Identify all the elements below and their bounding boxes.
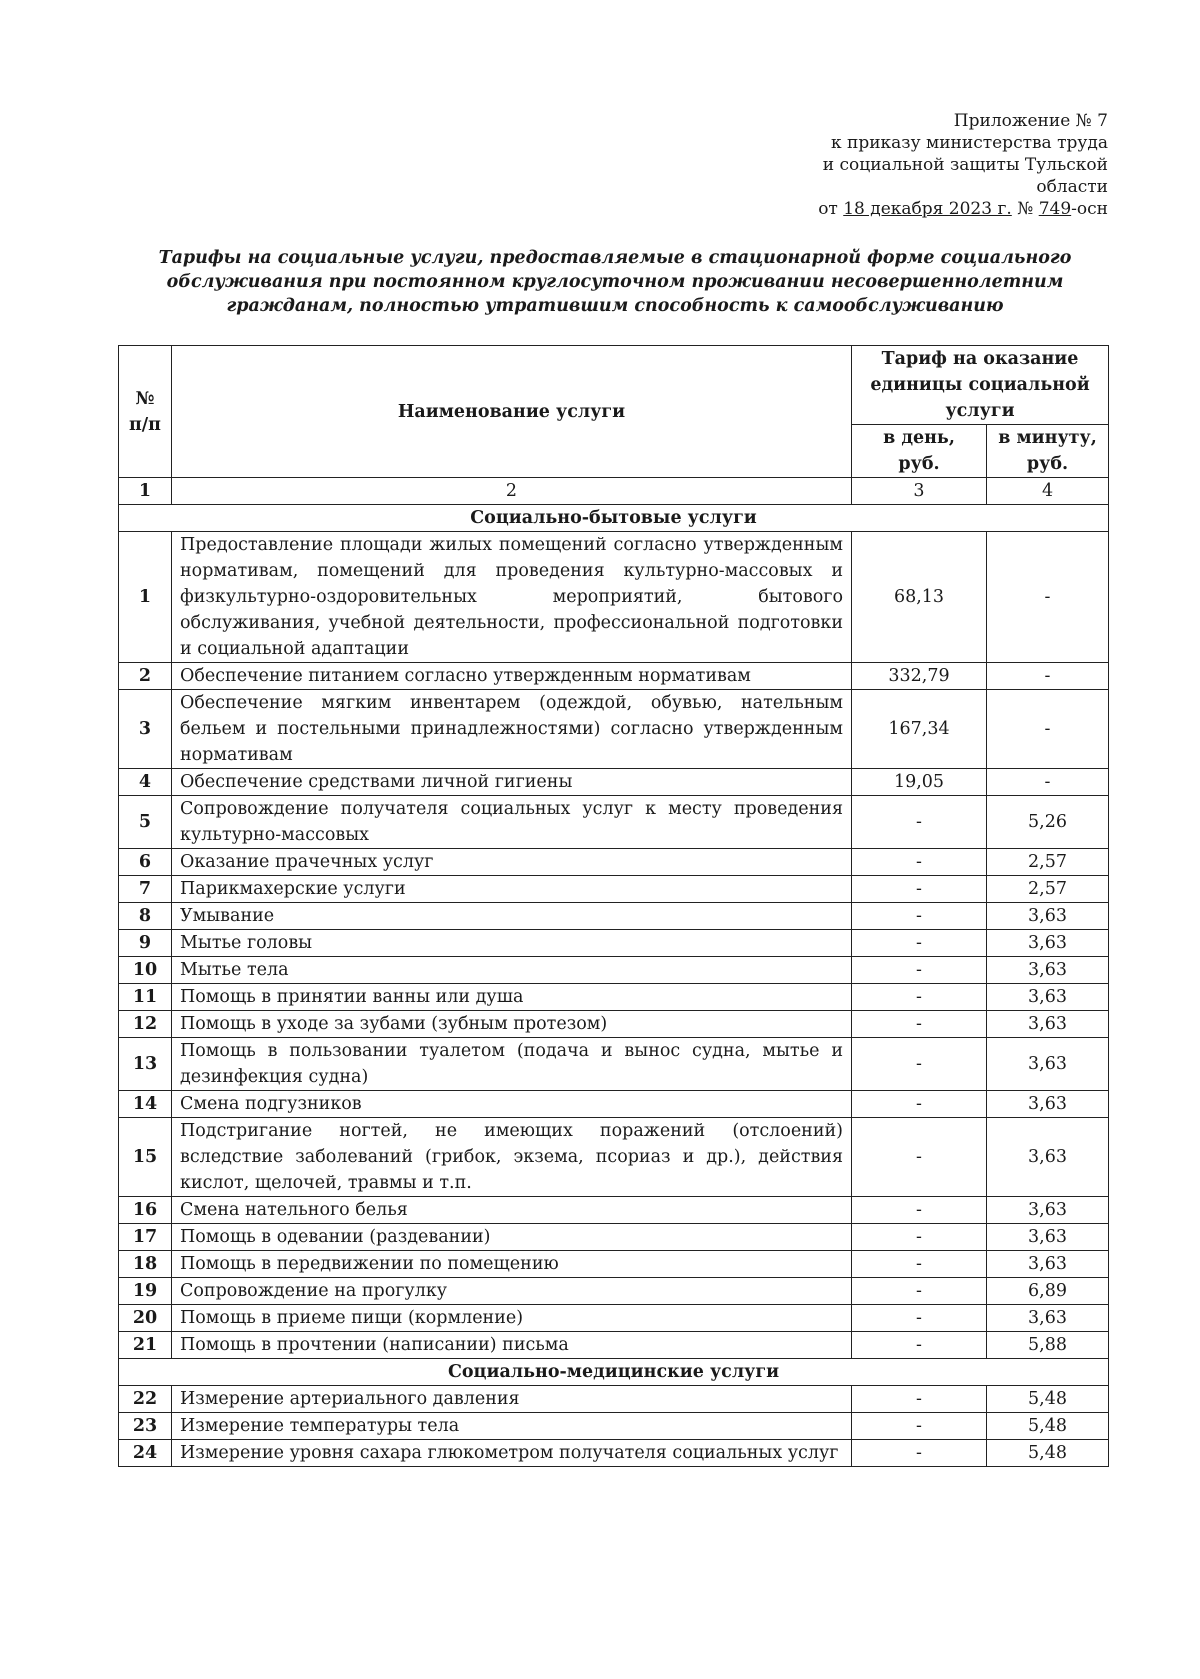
row-number: 13 [119,1038,172,1091]
tariff-per-minute: - [987,532,1109,663]
row-number: 3 [119,690,172,769]
table-row [119,984,1109,1011]
service-name: Помощь в приеме пищи (кормление) [172,1305,852,1332]
tariff-per-minute: - [987,769,1109,796]
section-row [119,505,1109,532]
service-name: Измерение температуры тела [172,1413,852,1440]
column-number: 3 [852,478,987,505]
tariff-per-minute: 3,63 [987,1224,1109,1251]
tariff-per-minute: 3,63 [987,1305,1109,1332]
tariff-per-day: - [852,957,987,984]
tariff-per-day: - [852,1118,987,1197]
tariff-per-day: - [852,1224,987,1251]
tariff-per-day: - [852,1197,987,1224]
section-row [119,1359,1109,1386]
table-row [119,1305,1109,1332]
table-row [119,1413,1109,1440]
tariff-per-day: - [852,1278,987,1305]
table-row [119,1278,1109,1305]
table-row [119,1118,1109,1197]
row-number: 16 [119,1197,172,1224]
row-number: 11 [119,984,172,1011]
appendix-line: к приказу министерства труда [830,133,1108,153]
column-numbers-row [119,478,1109,505]
tariff-per-day: - [852,903,987,930]
service-name: Смена подгузников [172,1091,852,1118]
row-number: 14 [119,1091,172,1118]
row-number: 2 [119,663,172,690]
service-name: Смена нательного белья [172,1197,852,1224]
row-number: 15 [119,1118,172,1197]
header-tariff: Тариф на оказание единицы социальной услуги [852,346,1109,425]
tariff-per-minute: 3,63 [987,1197,1109,1224]
row-number: 20 [119,1305,172,1332]
table-row [119,769,1109,796]
row-number: 23 [119,1413,172,1440]
row-number: 18 [119,1251,172,1278]
row-number: 7 [119,876,172,903]
appendix-line: области [1036,177,1108,197]
service-name: Обеспечение мягким инвентарем (одеждой, обувью, нательным бельем и постельными принадлежностями) согласно утвержденным нормативам [172,690,852,769]
section-title: Социально-бытовые услуги [119,505,1109,532]
tariff-per-minute: 3,63 [987,930,1109,957]
tariffs-body [119,505,1109,1467]
tariffs-table [118,345,1109,1467]
tariff-per-day: - [852,1038,987,1091]
column-number: 1 [119,478,172,505]
number-suffix: -осн [1071,199,1108,219]
tariff-per-day: - [852,984,987,1011]
service-name: Парикмахерские услуги [172,876,852,903]
appendix-order-line [688,198,1108,220]
service-name: Помощь в пользовании туалетом (подача и вынос судна, мытье и дезинфекция судна) [172,1038,852,1091]
tariff-per-minute: 5,48 [987,1413,1109,1440]
table-row [119,1091,1109,1118]
number-prefix: № [1011,199,1039,219]
service-name: Мытье головы [172,930,852,957]
row-number: 22 [119,1386,172,1413]
table-row [119,957,1109,984]
row-number: 8 [119,903,172,930]
service-name: Умывание [172,903,852,930]
tariff-per-minute: 5,48 [987,1386,1109,1413]
tariff-per-minute: 5,88 [987,1332,1109,1359]
column-number: 2 [172,478,852,505]
tariff-per-minute: - [987,663,1109,690]
section-title: Социально-медицинские услуги [119,1359,1109,1386]
service-name: Сопровождение получателя социальных услуг к месту проведения культурно-массовых [172,796,852,849]
document-title: Тарифы на социальные услуги, предоставляемые в стационарной форме социального обслуживания при постоянном круглосуточном проживании несовершеннолетним гражданам, полностью утратившим способность к самообслуживанию [158,248,1072,316]
service-name: Помощь в уходе за зубами (зубным протезом) [172,1011,852,1038]
tariff-per-minute: 3,63 [987,1038,1109,1091]
service-name: Помощь в передвижении по помещению [172,1251,852,1278]
header-per-day: в день, руб. [852,425,987,478]
tariff-per-minute: 2,57 [987,849,1109,876]
row-number: 1 [119,532,172,663]
table-row [119,1224,1109,1251]
row-number: 12 [119,1011,172,1038]
table-row [119,876,1109,903]
table-row [119,690,1109,769]
tariff-per-minute: 6,89 [987,1278,1109,1305]
tariff-per-day: - [852,849,987,876]
tariff-per-minute: 3,63 [987,1251,1109,1278]
table-row [119,849,1109,876]
tariff-per-day: - [852,796,987,849]
header-num: № п/п [119,346,172,478]
table-row [119,930,1109,957]
tariff-per-day: 332,79 [852,663,987,690]
tariff-per-day: - [852,1413,987,1440]
row-number: 19 [119,1278,172,1305]
row-number: 24 [119,1440,172,1467]
service-name: Обеспечение питанием согласно утвержденным нормативам [172,663,852,690]
tariff-per-minute: 3,63 [987,1091,1109,1118]
table-row [119,1332,1109,1359]
tariff-per-minute: 2,57 [987,876,1109,903]
tariff-per-minute: 3,63 [987,957,1109,984]
tariff-per-day: - [852,876,987,903]
appendix-header [688,110,1108,220]
service-name: Предоставление площади жилых помещений согласно утвержденным нормативам, помещений для проведения культурно-массовых и физкультурно-оздоровительных мероприятий, бытового обслуживания, учебной деятельности, профессиональной подготовки и социальной адаптации [172,532,852,663]
tariff-per-minute: 5,26 [987,796,1109,849]
tariff-per-minute: 3,63 [987,1011,1109,1038]
tariff-per-day: - [852,1305,987,1332]
service-name: Измерение артериального давления [172,1386,852,1413]
table-row [119,796,1109,849]
table-row [119,532,1109,663]
tariff-per-minute: - [987,690,1109,769]
tariff-per-minute: 3,63 [987,984,1109,1011]
column-number: 4 [987,478,1109,505]
header-per-minute: в минуту, руб. [987,425,1109,478]
tariff-per-day: - [852,1332,987,1359]
appendix-line: Приложение № 7 [953,111,1108,131]
row-number: 6 [119,849,172,876]
header-name: Наименование услуги [172,346,852,478]
table-row [119,1251,1109,1278]
row-number: 9 [119,930,172,957]
row-number: 21 [119,1332,172,1359]
table-row [119,1197,1109,1224]
service-name: Оказание прачечных услуг [172,849,852,876]
table-row [119,1386,1109,1413]
tariff-per-day: - [852,1251,987,1278]
service-name: Помощь в одевании (раздевании) [172,1224,852,1251]
service-name: Сопровождение на прогулку [172,1278,852,1305]
tariff-per-day: - [852,930,987,957]
row-number: 5 [119,796,172,849]
row-number: 4 [119,769,172,796]
service-name: Мытье тела [172,957,852,984]
tariff-per-day: - [852,1091,987,1118]
appendix-line: и социальной защиты Тульской [822,155,1108,175]
tariff-per-day: 167,34 [852,690,987,769]
service-name: Измерение уровня сахара глюкометром получателя социальных услуг [172,1440,852,1467]
service-name: Помощь в принятии ванны или душа [172,984,852,1011]
table-row [119,1011,1109,1038]
tariff-per-day: 68,13 [852,532,987,663]
tariff-per-day: - [852,1440,987,1467]
tariff-per-day: - [852,1386,987,1413]
order-number: 749 [1038,199,1072,219]
row-number: 17 [119,1224,172,1251]
tariff-per-minute: 3,63 [987,1118,1109,1197]
date-prefix: от [818,199,844,219]
table-row [119,663,1109,690]
row-number: 10 [119,957,172,984]
tariff-per-day: - [852,1011,987,1038]
tariff-per-minute: 3,63 [987,903,1109,930]
service-name: Подстригание ногтей, не имеющих поражений (отслоений) вследствие заболеваний (грибок, экзема, псориаз и др.), действия кислот, щелочей, травмы и т.п. [172,1118,852,1197]
order-date: 18 декабря 2023 г. [843,199,1012,219]
service-name: Помощь в прочтении (написании) письма [172,1332,852,1359]
table-row [119,1440,1109,1467]
service-name: Обеспечение средствами личной гигиены [172,769,852,796]
tariff-per-minute: 5,48 [987,1440,1109,1467]
table-row [119,1038,1109,1091]
tariff-per-day: 19,05 [852,769,987,796]
table-row [119,903,1109,930]
